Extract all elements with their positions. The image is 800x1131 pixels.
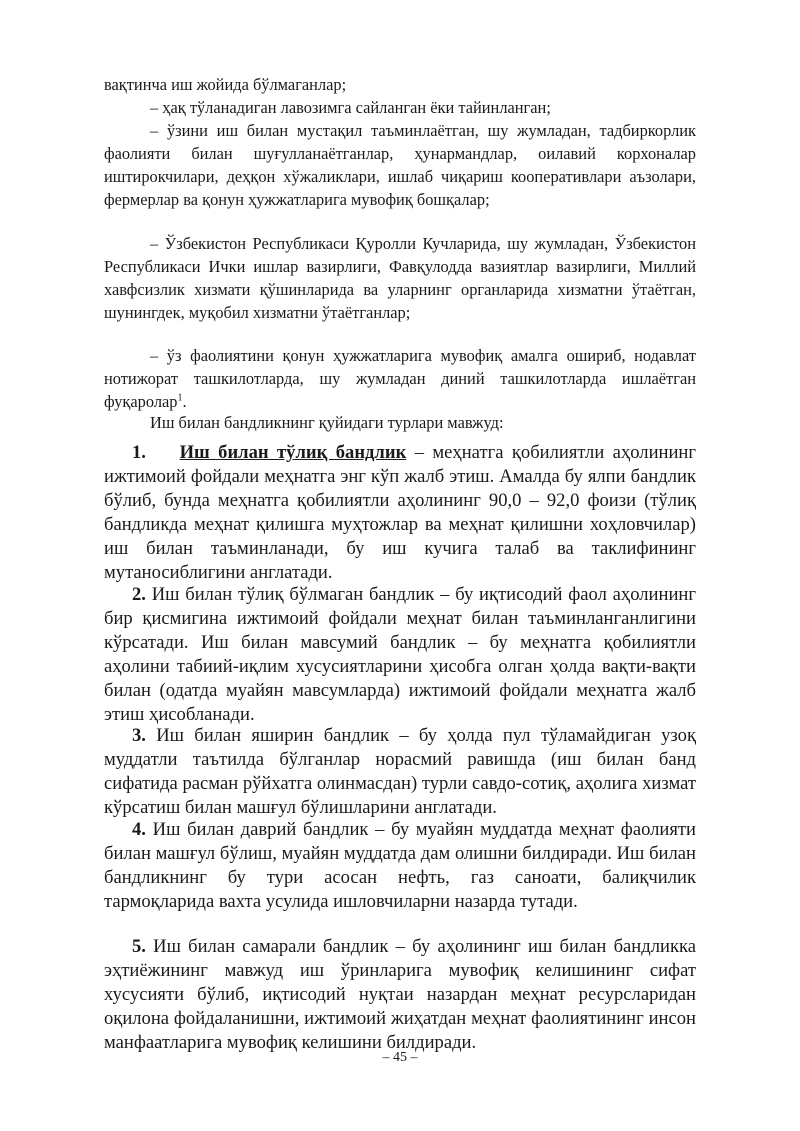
type-paragraph-3	[104, 724, 696, 820]
type-paragraph-5	[104, 935, 696, 1055]
footnote-marker: 1	[177, 392, 183, 404]
type-text-3: Иш билан яширин бандлик – бу ҳолда пул тўламайдиган узоқ муддатли таътилда бўлганлар норасмий равишда (иш билан банд сифатида расман рўйхатга олинмасдан) турли савдо-сотиқ, аҳолига хизмат кўрсатиш билан машғул бўлишларини англатади.	[104, 725, 696, 818]
type-number-3: 3.	[132, 725, 146, 746]
list-item-self-employed: – ўзини иш билан мустақил таъминлаётган, шу жумладан, тадбиркорлик фаолияти билан шуғулланаётганлар, ҳунармандлар, оилавий корхоналар иштирокчилари, деҳқон хўжаликлари, ишлаб чиқариш кооперативлари аъзолари, фермерлар ва қонун ҳужжатларига мувофиқ бошқалар;	[104, 121, 696, 209]
type-text-5: Иш билан самарали бандлик – бу аҳолининг иш билан бандликка эҳтиёжининг мавжуд иш ўринларига мувофиқ келишининг сифат хусусияти бўлиб, иқтисодий нуқтаи назардан меҳнат ресурсларидан оқилона фойдаланишни, ижтимоий жиҳатдан меҳнат фаолиятининг инсон манфаатларига мувофиқ келишини билдиради.	[104, 936, 696, 1053]
type-paragraph-2	[104, 583, 696, 726]
type-paragraph-4	[104, 818, 696, 914]
intro-line-continuation: вақтинча иш жойида бўлмаганлар;	[104, 75, 347, 94]
type-text-4: Иш билан даврий бандлик – бу муайян муддатда меҳнат фаолияти билан машғул бўлиш, муайян муддатда дам олишни билдиради. Иш билан бандликнинг бу тури асосан нефть, газ саноати, балиқчилик тармоқларида вахта усулида ишловчиларни назарда тутади.	[104, 819, 696, 912]
types-intro: Иш билан бандликнинг қуйидаги турлари мавжуд:	[150, 413, 504, 432]
page-number: – 45 –	[382, 1050, 418, 1065]
type-text-1: – меҳнатга қобилиятли аҳолининг ижтимоий фойдали меҳнатга энг кўп жалб этиш. Амалда бу ялпи бандлик бўлиб, бунда меҳнатга қобилиятли аҳолининг 90,0 – 92,0 фоизи (тўлиқ бандликда меҳнат қилишга муҳтожлар ва меҳнат қилишни хоҳловчилар) иш билан таъминланади, бу иш кучига талаб ва таклифининг мутаносиблигини англатади.	[104, 442, 696, 583]
list-item-military: – Ўзбекистон Республикаси Қуролли Кучларида, шу жумладан, Ўзбекистон Республикаси Ички ишлар вазирлиги, Фавқулодда вазиятлар вазирлиги, Миллий хавфсизлик хизмати қўшинларида ва уларнинг органларида хизматни ўтаётган, шунингдек, муқобил хизматни ўтаётганлар;	[104, 234, 696, 322]
list-item-elected: – ҳақ тўланадиган лавозимга сайланган ёки тайинланган;	[150, 98, 551, 117]
list-item-religious	[104, 345, 696, 414]
list-item-religious-text: – ўз фаолиятини қонун ҳужжатларига мувофиқ амалга ошириб, нодавлат нотижорат ташкилотларда, шу жумладан диний ташкилотларда ишлаётган фуқаролар	[104, 346, 696, 411]
type-number-2: 2.	[132, 584, 146, 605]
type-number-1: 1.	[132, 442, 146, 463]
type-number-4: 4.	[132, 819, 146, 840]
type-paragraph-1	[104, 441, 696, 584]
type-number-5: 5.	[132, 936, 146, 957]
type-term-full-employment: Иш билан тўлиқ бандлик	[179, 442, 407, 463]
list-item-religious-end: .	[182, 391, 187, 411]
type-text-2: Иш билан тўлиқ бўлмаган бандлик – бу иқтисодий фаол аҳолининг бир қисмигина ижтимоий фойдали меҳнат билан таъминланганлигини кўрсатади. Иш билан мавсумий бандлик – бу меҳнатга қобилиятли аҳолини табиий-иқлим хусусиятларини ҳисобга олган ҳолда вақти-вақти билан (одатда муайян мавсумларда) ижтимоий фойдали меҳнатга жалб этиш ҳисобланади.	[104, 584, 696, 725]
